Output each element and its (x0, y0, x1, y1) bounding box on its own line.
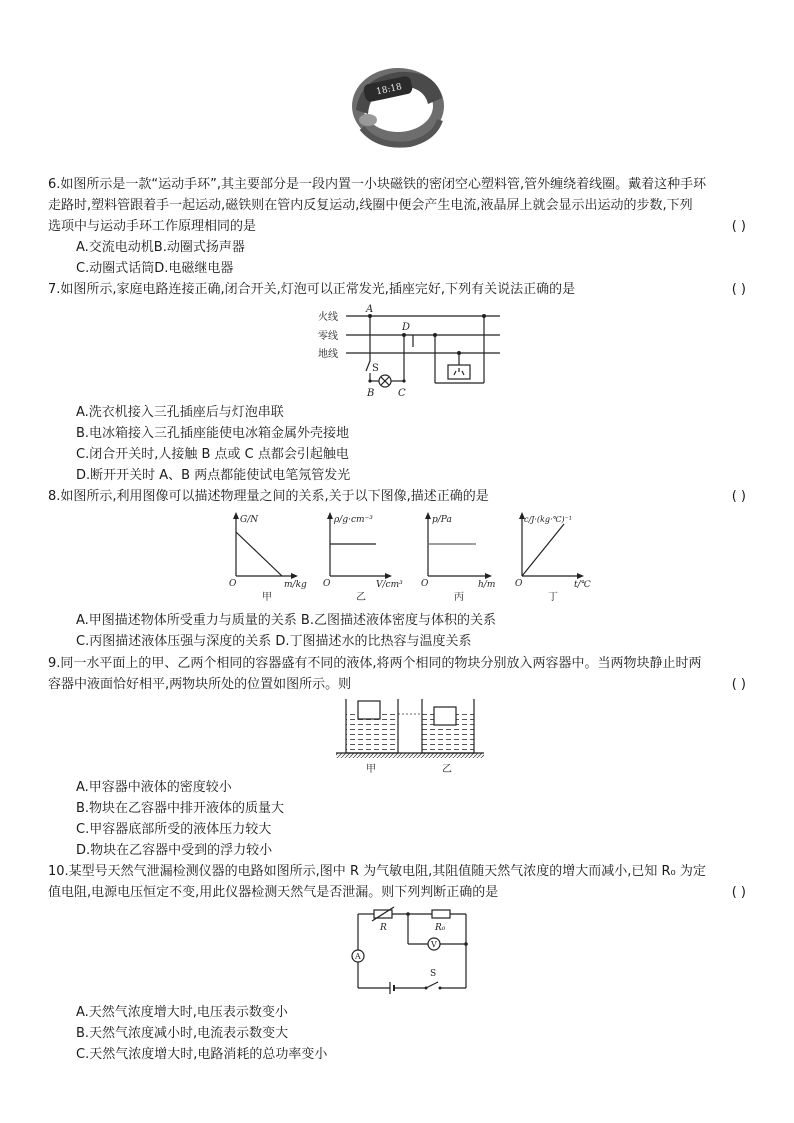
q8-stem: 8.如图所示,利用图像可以描述物理量之间的关系,关于以下图像,描述正确的是 (48, 489, 489, 504)
q10-voltmeter-v: V (431, 940, 437, 949)
q7-label-fire: 火线 (318, 312, 338, 323)
q9-stem-line-1: 9.同一水平面上的甲、乙两个相同的容器盛有不同的液体,将两个相同的物块分别放入两容器中。当两物块静止时两 (48, 656, 702, 671)
q8-option-cd: C.丙图描述液体压强与深度的关系 D.丁图描述水的比热容与温度关系 (76, 634, 472, 649)
q7-point-c: C (398, 388, 406, 399)
q8-graph1-xlabel: m/kg (284, 580, 307, 590)
q8-graph4-origin: O (515, 579, 523, 589)
q8-graph2-xlabel: V/cm³ (376, 580, 403, 590)
q8-graphs (226, 510, 596, 606)
q8-graph1-caption: 甲 (262, 592, 272, 603)
q9-containers-diagram (334, 697, 486, 775)
q6-answer-paren: ( ) (731, 219, 746, 234)
q7-option-a: A.洗衣机接入三孔插座后与灯泡串联 (76, 405, 284, 420)
q8-graph1-ylabel: G/N (240, 515, 259, 525)
q10-ammeter-a: A (355, 952, 361, 961)
q7-option-b: B.电冰箱接入三孔插座能使电冰箱金属外壳接地 (76, 426, 350, 441)
q7-stem: 7.如图所示,家庭电路连接正确,闭合开关,灯泡可以正常发光,插座完好,下列有关说法正确的是 (48, 282, 576, 297)
q7-point-d: D (402, 322, 411, 333)
q9-stem-line-2: 容器中液面恰好相平,两物块所处的位置如图所示。则 (48, 677, 352, 692)
q8-graph3-ylabel: p/Pa (432, 515, 452, 525)
q6-stem-line-3: 选项中与运动手环工作原理相同的是 (48, 219, 257, 234)
q9-option-c: C.甲容器底部所受的液体压力较大 (76, 822, 272, 837)
q9-label-jia: 甲 (366, 764, 376, 775)
q8-graph3-origin: O (421, 579, 429, 589)
q7-point-b: B (367, 388, 375, 399)
q9-option-d: D.物块在乙容器中受到的浮力较小 (76, 843, 273, 858)
q7-circuit-diagram (318, 303, 502, 399)
q7-point-a: A (366, 304, 374, 315)
q10-option-b: B.天然气浓度减小时,电流表示数变大 (76, 1026, 289, 1041)
q8-graph2-ylabel: ρ/g·cm⁻³ (334, 515, 373, 525)
q8-graph4-caption: 丁 (548, 592, 558, 603)
q6-stem-line-2: 走路时,塑料管跟着手一起运动,磁铁则在管内反复运动,线圈中便会产生电流,液晶屏上就会显示出运动的步数,下列 (48, 198, 693, 213)
q7-label-zero: 零线 (318, 331, 338, 342)
q10-circuit-diagram (346, 906, 474, 998)
q7-answer-paren: ( ) (731, 282, 746, 297)
q9-option-a: A.甲容器中液体的密度较小 (76, 780, 232, 795)
q10-stem-line-1: 10.某型号天然气泄漏检测仪器的电路如图所示,图中 R 为气敏电阻,其阻值随天然气浓度的增大而减小,已知 R₀ 为定 (48, 864, 706, 879)
q8-graph4-ylabel: c/J·(kg·℃)⁻¹ (524, 515, 573, 524)
q8-graph3-xlabel: h/m (478, 580, 496, 590)
q7-option-d: D.断开开关时 A、B 两点都能使试电笔氖管发光 (76, 468, 351, 483)
q7-label-ground: 地线 (318, 349, 338, 360)
q8-answer-paren: ( ) (731, 489, 746, 504)
q10-switch-s: S (430, 969, 437, 979)
band-display-text: 18:18 (375, 82, 403, 98)
q8-option-ab: A.甲图描述物体所受重力与质量的关系 B.乙图描述液体密度与体积的关系 (76, 613, 496, 628)
q10-answer-paren: ( ) (731, 885, 746, 900)
q8-graph3-caption: 丙 (454, 592, 464, 603)
q10-stem-line-2: 值电阻,电源电压恒定不变,用此仪器检测天然气是否泄漏。则下列判断正确的是 (48, 885, 499, 900)
q10-option-a: A.天然气浓度增大时,电压表示数变小 (76, 1005, 288, 1020)
q8-graph2-caption: 乙 (356, 592, 366, 603)
q9-answer-paren: ( ) (731, 677, 746, 692)
q8-graph1-origin: O (229, 579, 237, 589)
q6-option-ab: A.交流电动机B.动圈式扬声器 (76, 240, 245, 255)
fitness-band-image (348, 58, 448, 150)
q10-label-r0: R₀ (435, 923, 446, 933)
q10-label-r: R (380, 923, 387, 933)
q8-graph2-origin: O (323, 579, 331, 589)
q9-option-b: B.物块在乙容器中排开液体的质量大 (76, 801, 285, 816)
q7-switch-s: S (372, 363, 379, 374)
q6-option-cd: C.动圈式话筒D.电磁继电器 (76, 261, 234, 276)
q6-stem-line-1: 6.如图所示是一款“运动手环”,其主要部分是一段内置一小块磁铁的密闭空心塑料管,管外缠绕着线圈。戴着这种手环 (48, 177, 707, 192)
q7-option-c: C.闭合开关时,人接触 B 点或 C 点都会引起触电 (76, 447, 349, 462)
q10-option-c: C.天然气浓度增大时,电路消耗的总功率变小 (76, 1047, 328, 1062)
q9-label-yi: 乙 (442, 764, 452, 775)
q8-graph4-xlabel: t/℃ (574, 580, 591, 590)
